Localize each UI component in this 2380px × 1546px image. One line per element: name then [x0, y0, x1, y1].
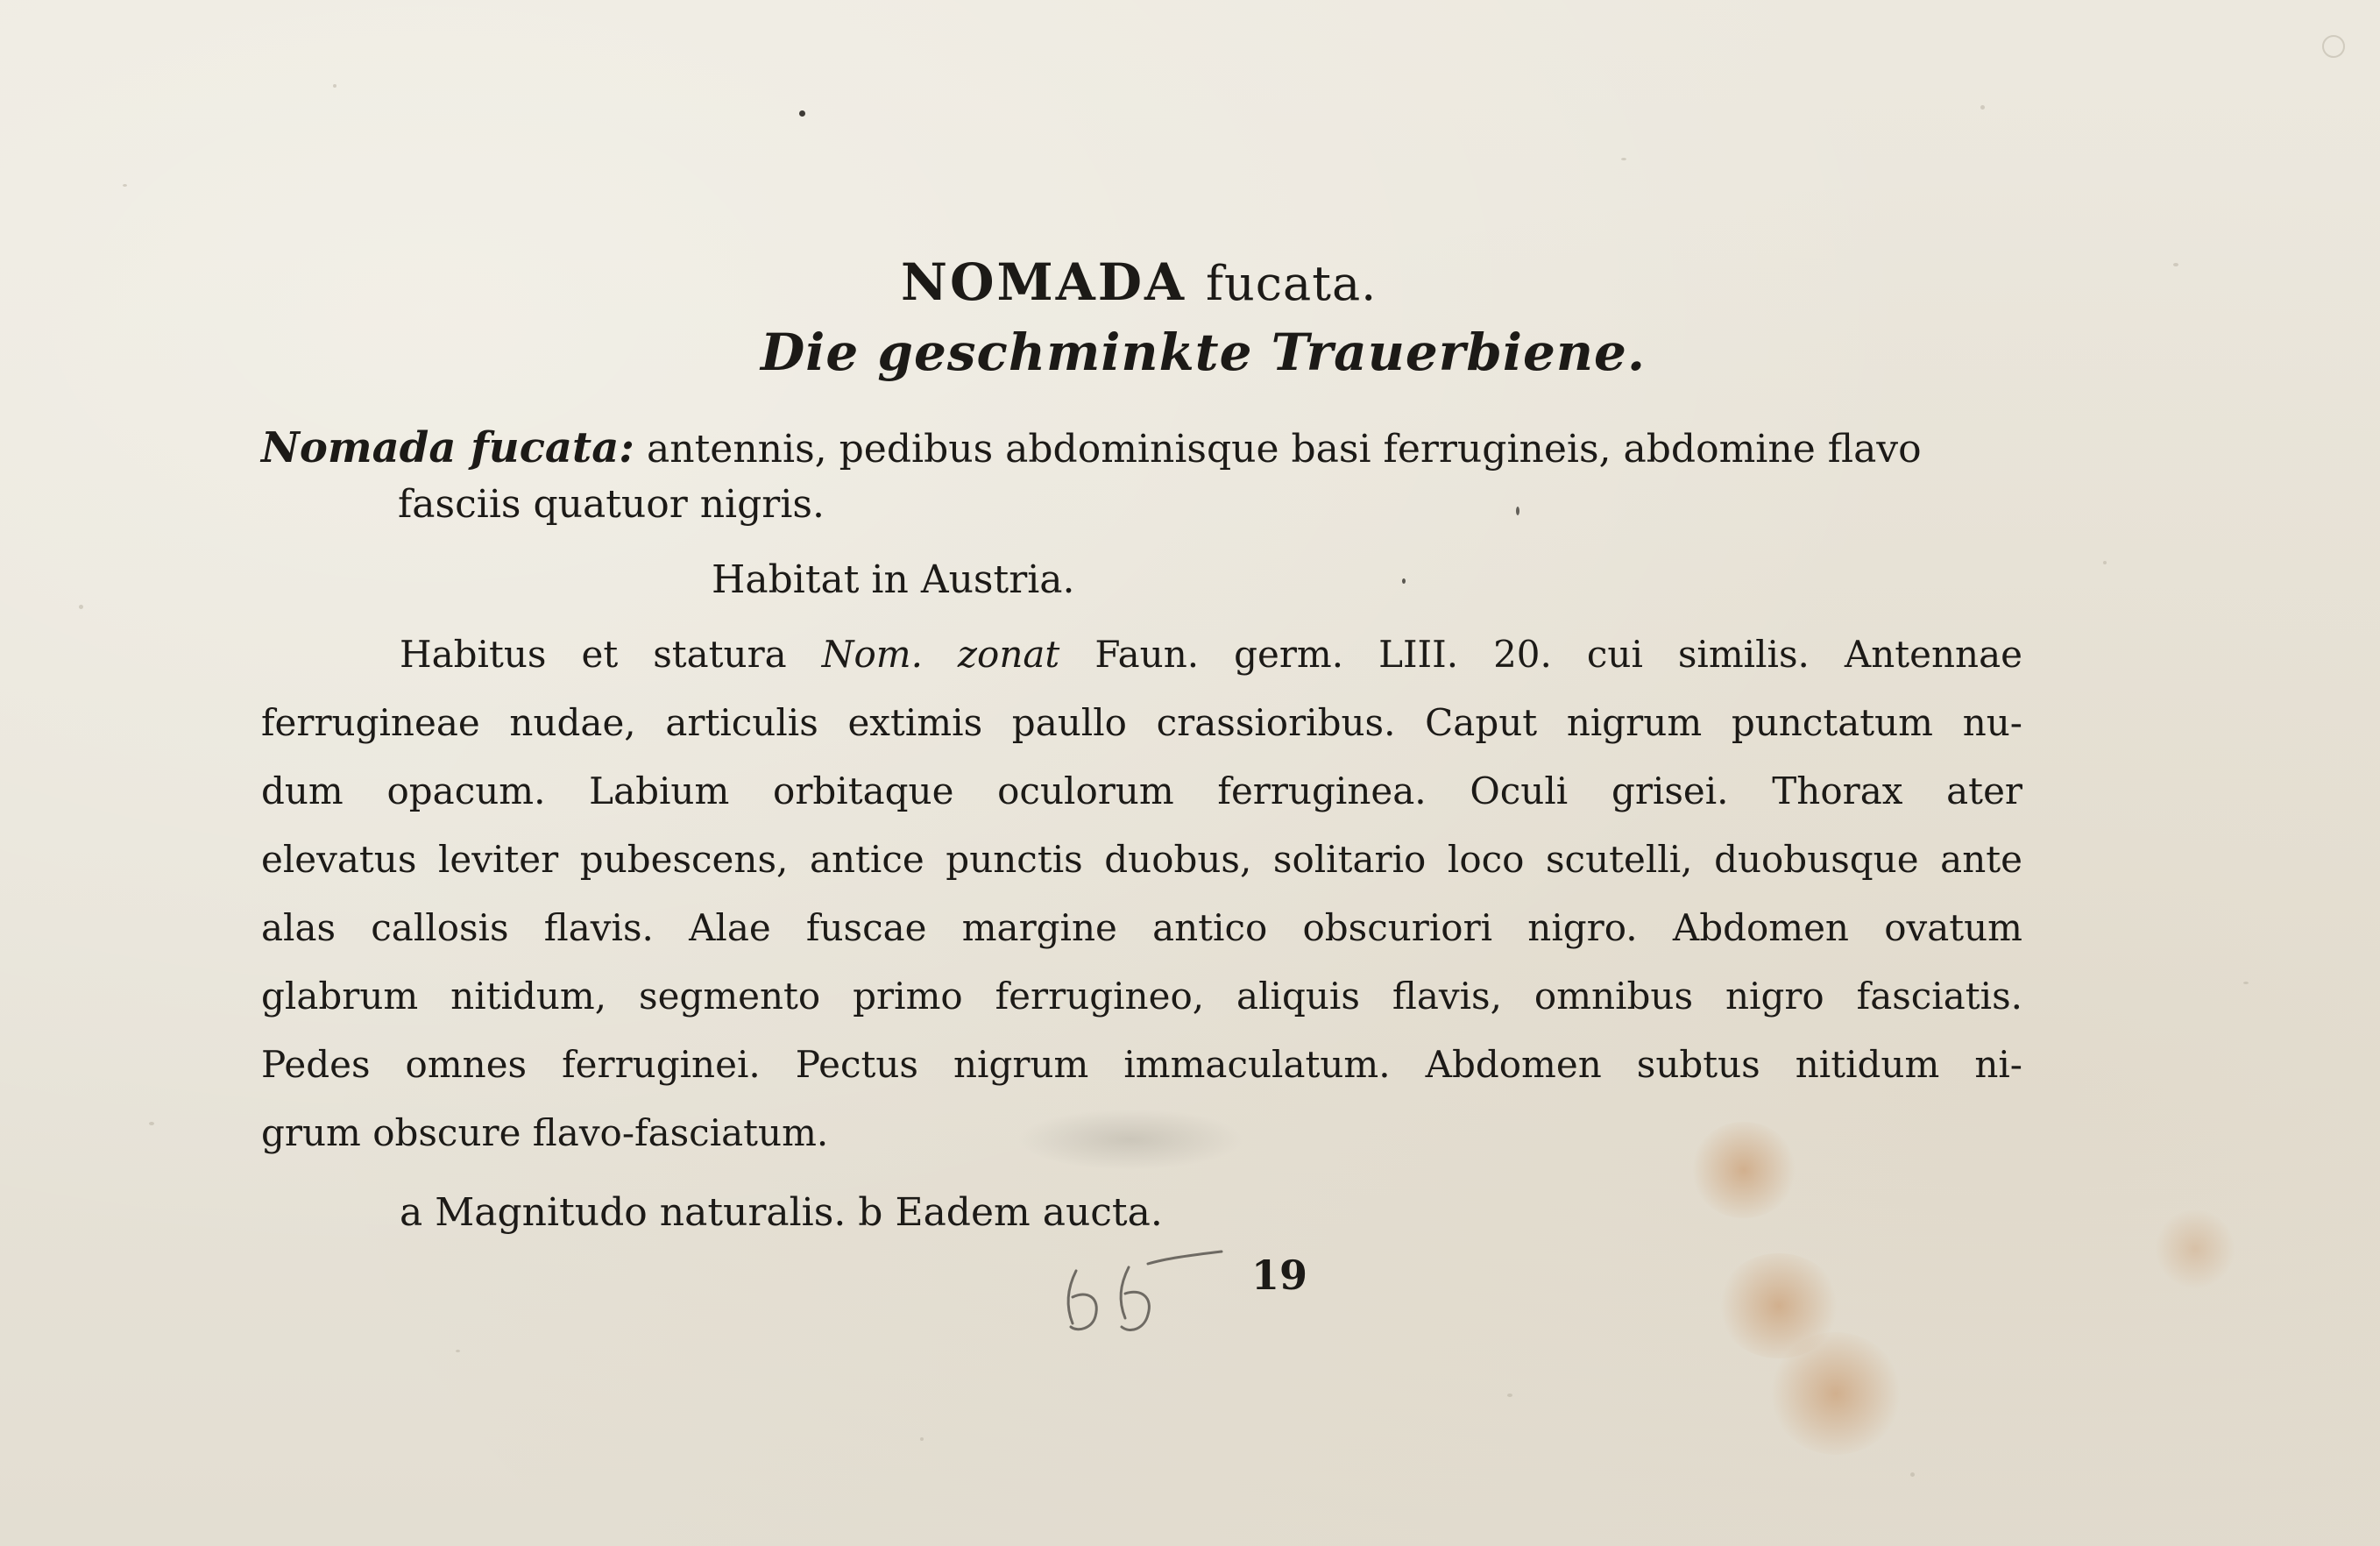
paper-fleck — [1507, 1394, 1512, 1397]
paper-fleck — [1980, 105, 1985, 110]
paper-ring-mark — [2322, 35, 2345, 58]
ink-speck — [1516, 507, 1519, 515]
handwritten-pencil-note — [1060, 1245, 1236, 1341]
description-reference: Nom. zonat — [821, 633, 1060, 676]
paper-fleck — [79, 605, 83, 609]
description-line: ferrugineae nudae, articulis extimis paullo crassioribus. Caput nigrum punctatum nu- — [261, 701, 2022, 744]
paper-fleck — [123, 184, 127, 187]
page-number: 19 — [1251, 1252, 1308, 1299]
title-species: fucata. — [1206, 256, 1378, 311]
paper-fleck — [920, 1437, 924, 1441]
description-line: Pedes omnes ferruginei. Pectus nigrum immaculatum. Abdomen subtus nitidum ni- — [261, 1043, 2022, 1086]
figure-caption: a Magnitudo naturalis. b Eadem aucta. — [400, 1190, 1163, 1235]
paper-fleck — [2173, 263, 2178, 266]
paper-fleck — [456, 1350, 460, 1352]
diagnosis-line — [261, 414, 2022, 484]
description-line: glabrum nitidum, segmento primo ferrugineo, aliquis flavis, omnibus nigro fasciatis. — [261, 975, 2022, 1018]
description-line: grum obscure flavo-fasciatum. — [261, 1111, 829, 1154]
ink-speck — [799, 110, 805, 117]
diagnosis-continuation: fasciis quatuor nigris. — [398, 482, 825, 527]
description-line: dum opacum. Labium orbitaque oculorum ferruginea. Oculi grisei. Thorax ater — [261, 769, 2022, 812]
german-subtitle: Die geschminkte Trauerbiene. — [761, 323, 1647, 382]
description-line — [261, 621, 2022, 689]
diagnosis-name: Nomada fucata: — [261, 423, 635, 472]
paper-fleck — [333, 84, 336, 88]
ink-speck — [1402, 578, 1406, 584]
title-genus: NOMADA — [901, 252, 1187, 312]
description-paragraph — [261, 621, 2022, 1167]
foxing-stain — [1770, 1332, 1902, 1455]
description-line: elevatus leviter pubescens, antice punctis duobus, solitario loco scutelli, duobusque ante — [261, 838, 2022, 881]
paper-fleck — [2243, 982, 2249, 984]
page-title — [901, 252, 1377, 312]
description-line: alas callosis flavis. Alae fuscae margine antico obscuriori nigro. Abdomen ovatum — [261, 906, 2022, 949]
foxing-stain — [2156, 1209, 2235, 1288]
paper-fleck — [1621, 158, 1626, 160]
diagnosis-text: antennis, pedibus abdominisque basi ferrugineis, abdomine flavo — [647, 427, 1922, 472]
paper-fleck — [1910, 1472, 1915, 1477]
habitat-line: Habitat in Austria. — [712, 557, 1075, 602]
paper-fleck — [2103, 561, 2107, 564]
description-text: Faun. germ. LIII. 20. cui similis. Antennae — [1094, 633, 2022, 676]
description-text: Habitus et statura — [400, 633, 787, 676]
paper-fleck — [149, 1122, 154, 1125]
